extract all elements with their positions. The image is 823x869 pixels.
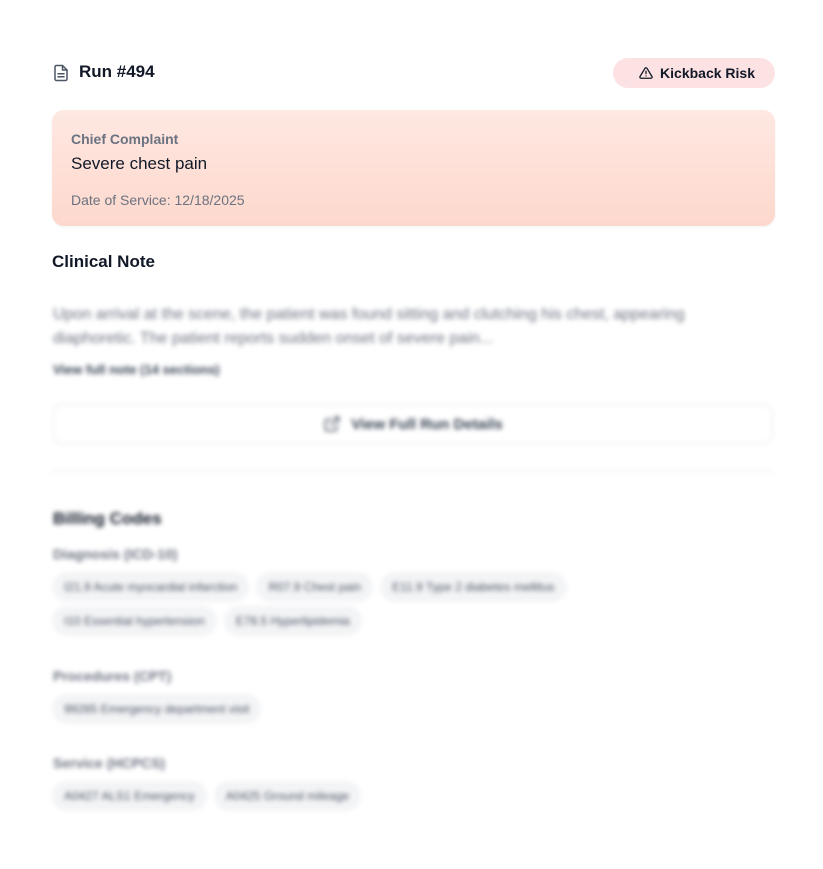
diagnosis-chip[interactable]: R07.9 Chest pain: [256, 572, 373, 602]
procedure-chips: [52, 694, 652, 724]
diagnosis-chip[interactable]: E11.9 Type 2 diabetes mellitus: [380, 572, 566, 602]
clinical-note-excerpt: Upon arrival at the scene, the patient was found sitting and clutching his chest, appearing diaphoretic. The patient reports sudden onset of severe pain...: [53, 306, 685, 347]
service-label: Service (HCPCS): [53, 755, 166, 771]
diagnosis-chip[interactable]: E78.5 Hyperlipidemia: [224, 606, 362, 636]
view-full-note-link[interactable]: View full note (14 sections): [53, 362, 220, 377]
procedures-label: Procedures (CPT): [53, 668, 172, 684]
diagnosis-chip[interactable]: I21.9 Acute myocardial infarction: [52, 572, 249, 602]
diagnosis-chip[interactable]: I10 Essential hypertension: [52, 606, 217, 636]
run-title: Run #494: [79, 62, 155, 81]
section-divider: [50, 471, 774, 472]
date-of-service: Date of Service: 12/18/2025: [71, 192, 245, 208]
procedure-chip[interactable]: 99285 Emergency department visit: [52, 694, 261, 724]
diagnosis-chips: [52, 572, 652, 636]
diagnosis-label: Diagnosis (ICD-10): [53, 546, 178, 562]
external-link-icon: [323, 415, 341, 433]
badge-label: Kickback Risk: [660, 65, 755, 81]
clinical-note-title: Clinical Note: [52, 252, 155, 271]
billing-codes-title: Billing Codes: [53, 509, 162, 528]
service-chip[interactable]: A0427 ALS1 Emergency: [52, 781, 207, 811]
chief-complaint-label: Chief Complaint: [71, 131, 179, 147]
warning-triangle-icon: [639, 66, 653, 80]
service-chips: [52, 781, 652, 811]
chief-complaint-card: [52, 110, 775, 226]
run-header: [52, 58, 775, 88]
view-full-run-details-button[interactable]: [53, 404, 773, 444]
view-full-run-details-label: View Full Run Details: [351, 415, 503, 433]
document-icon: [52, 64, 70, 82]
kickback-risk-badge[interactable]: [613, 58, 775, 88]
chief-complaint-value: Severe chest pain: [71, 154, 208, 173]
service-chip[interactable]: A0425 Ground mileage: [214, 781, 361, 811]
